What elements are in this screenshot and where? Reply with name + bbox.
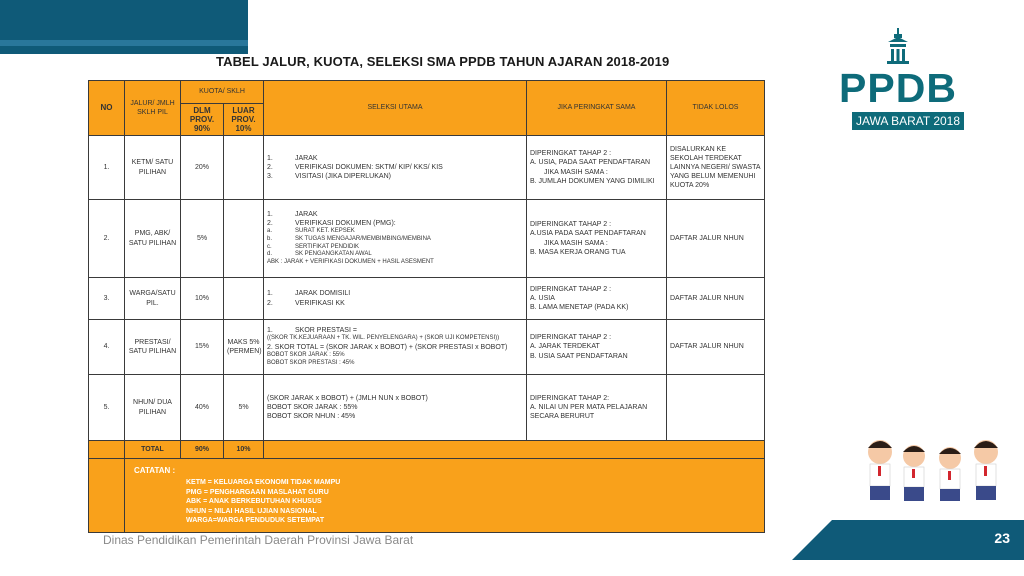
header-no: NO xyxy=(89,81,125,136)
notes-row xyxy=(89,459,765,533)
jika-line: DIPERINGKAT TAHAP 2 : xyxy=(530,285,612,293)
header-jalur: JALUR/ JMLH SKLH PIL xyxy=(125,81,181,136)
jika-line: B. JUMLAH DOKUMEN YANG DIMILIKI xyxy=(530,177,655,185)
header-tidak-lolos: TIDAK LOLOS xyxy=(667,81,765,136)
item-num: b. xyxy=(267,235,273,242)
item-text: SERTIFIKAT PENDIDIK xyxy=(295,243,360,250)
banner-accent xyxy=(0,40,248,46)
total-row xyxy=(89,441,765,459)
notes-title: CATATAN : xyxy=(134,465,176,475)
item-text: VERIFIKASI DOKUMEN: SKTM/ KIP/ KKS/ KIS xyxy=(295,163,443,171)
item-num: 1. xyxy=(267,327,273,335)
jika-line: JIKA MASIH SAMA : xyxy=(544,168,608,176)
item-text: SKOR PRESTASI = xyxy=(295,327,357,335)
row-no: 1. xyxy=(89,136,125,200)
row-luar: MAKS 5% (PERMEN) xyxy=(224,320,264,375)
row-luar xyxy=(224,136,264,200)
total-blank xyxy=(264,441,765,459)
item-text: JARAK DOMISILI xyxy=(295,290,351,298)
row-tidak-lolos: DAFTAR JALUR NHUN xyxy=(667,200,765,278)
header-seleksi: SELEKSI UTAMA xyxy=(264,81,527,136)
row-seleksi xyxy=(264,200,527,278)
item-text: BOBOT SKOR NHUN : 45% xyxy=(267,413,356,421)
notes-item: KETM = KELUARGA EKONOMI TIDAK MAMPU xyxy=(186,479,341,487)
jika-line: A.USIA PADA SAAT PENDAFTARAN xyxy=(530,230,646,238)
item-num: a. xyxy=(267,228,273,235)
tower-icon xyxy=(884,28,912,64)
item-num: 1. xyxy=(267,210,273,218)
row-dlm: 15% xyxy=(181,320,224,375)
notes-cell xyxy=(125,459,765,533)
notes-spacer xyxy=(89,459,125,533)
row-no: 2. xyxy=(89,200,125,278)
item-text: SK PENGANGKATAN AWAL xyxy=(295,251,372,258)
row-tidak-lolos: DAFTAR JALUR NHUN xyxy=(667,278,765,320)
jika-line: DIPERINGKAT TAHAP 2 : xyxy=(530,334,612,342)
item-text: SURAT KET. KEPSEK xyxy=(295,228,355,235)
row-luar xyxy=(224,200,264,278)
students-illustration xyxy=(858,430,1024,510)
page-title: TABEL JALUR, KUOTA, SELEKSI SMA PPDB TAHUN AJARAN 2018-2019 xyxy=(216,54,670,69)
ppdb-table xyxy=(88,80,765,533)
total-spacer xyxy=(89,441,125,459)
logo-text: PPDB xyxy=(839,65,957,111)
row-jalur: NHUN/ DUA PILIHAN xyxy=(125,375,181,441)
row-seleksi xyxy=(264,278,527,320)
total-luar: 10% xyxy=(224,441,264,459)
logo-ribbon: JAWA BARAT 2018 xyxy=(852,112,964,130)
item-text: VERIFIKASI KK xyxy=(295,299,345,307)
row-jalur: PRESTASI/ SATU PILIHAN xyxy=(125,320,181,375)
item-num: d. xyxy=(267,251,273,258)
row-tidak-lolos: DAFTAR JALUR NHUN xyxy=(667,320,765,375)
row-seleksi xyxy=(264,375,527,441)
jika-line: DIPERINGKAT TAHAP 2 : xyxy=(530,221,612,229)
table-row xyxy=(89,278,765,320)
item-text: ABK : JARAK + VERIFIKASI DOKUMEN + HASIL ASESMENT xyxy=(267,259,434,266)
jika-line: JIKA MASIH SAMA : xyxy=(544,239,608,247)
header-jika: JIKA PERINGKAT SAMA xyxy=(527,81,667,136)
item-num: 2. xyxy=(267,299,273,307)
item-num: 2. xyxy=(267,220,273,227)
item-num: 1. xyxy=(267,154,273,162)
row-tidak-lolos xyxy=(667,375,765,441)
row-seleksi xyxy=(264,136,527,200)
header-banner xyxy=(0,0,248,54)
row-dlm: 10% xyxy=(181,278,224,320)
page-number: 23 xyxy=(994,530,1010,546)
item-text: VERIFIKASI DOKUMEN (PMG): xyxy=(295,220,396,227)
header-dlm-prov: DLM PROV. 90% xyxy=(181,104,224,136)
header-luar-prov: LUAR PROV. 10% xyxy=(224,104,264,136)
item-text: VISITASI (JIKA DIPERLUKAN) xyxy=(295,173,391,181)
item-text: SK TUGAS MENGAJAR/MEMBIMBING/MEMBINA xyxy=(295,235,431,242)
item-num: 1. xyxy=(267,290,273,298)
page-bar-angle xyxy=(792,520,832,560)
row-jalur: KETM/ SATU PILIHAN xyxy=(125,136,181,200)
notes-item: ABK = ANAK BERKEBUTUHAN KHUSUS xyxy=(186,498,322,506)
row-luar xyxy=(224,278,264,320)
total-label: TOTAL xyxy=(125,441,181,459)
item-text: JARAK xyxy=(295,210,318,218)
item-num: c. xyxy=(267,243,272,250)
row-jalur: WARGA/SATU PIL. xyxy=(125,278,181,320)
table-row xyxy=(89,200,765,278)
total-dlm: 90% xyxy=(181,441,224,459)
row-tidak-lolos: DISALURKAN KE SEKOLAH TERDEKAT LAINNYA NEGERI/ SWASTA YANG BELUM MEMENUHI KUOTA 20% xyxy=(667,136,765,200)
table-row xyxy=(89,375,765,441)
item-text: ((SKOR TK.KEJUARAAN + TK. WIL. PENYELENGARA) + (SKOR UJI KOMPETENSI)) xyxy=(267,335,500,342)
jika-line: B. LAMA MENETAP (PADA KK) xyxy=(530,304,629,312)
item-num: 3. xyxy=(267,173,273,181)
jika-line: B. MASA KERJA ORANG TUA xyxy=(530,248,626,256)
row-dlm: 40% xyxy=(181,375,224,441)
row-dlm: 5% xyxy=(181,200,224,278)
jika-line: A. USIA xyxy=(530,294,555,302)
jika-line: DIPERINGKAT TAHAP 2 : xyxy=(530,150,612,158)
row-jika xyxy=(527,200,667,278)
jika-line: DIPERINGKAT TAHAP 2: xyxy=(530,394,610,402)
item-text: BOBOT SKOR JARAK : 55% xyxy=(267,352,345,359)
item-text: JARAK xyxy=(295,154,318,162)
footer-text: Dinas Pendidikan Pemerintah Daerah Provinsi Jawa Barat xyxy=(103,533,414,547)
table-row xyxy=(89,320,765,375)
item-text: BOBOT SKOR PRESTASI : 45% xyxy=(267,359,355,366)
jika-line: A. JARAK TERDEKAT xyxy=(530,343,600,351)
row-jalur: PMG, ABK/ SATU PILIHAN xyxy=(125,200,181,278)
item-text: BOBOT SKOR JARAK : 55% xyxy=(267,403,358,411)
row-jika xyxy=(527,136,667,200)
item-text: 2. SKOR TOTAL = (SKOR JARAK x BOBOT) + (SKOR PRESTASI x BOBOT) xyxy=(267,344,508,352)
item-num: 2. xyxy=(267,163,273,171)
row-luar: 5% xyxy=(224,375,264,441)
jika-line: A. USIA, PADA SAAT PENDAFTARAN xyxy=(530,159,651,167)
item-text: (SKOR JARAK x BOBOT) + (JMLH NUN x BOBOT) xyxy=(267,394,428,402)
notes-item: NHUN = NILAI HASIL UJIAN NASIONAL xyxy=(186,507,317,515)
row-jika xyxy=(527,278,667,320)
jika-line: B. USIA SAAT PENDAFTARAN xyxy=(530,352,628,360)
ppdb-logo xyxy=(832,28,964,134)
notes-item: WARGA=WARGA PENDUDUK SETEMPAT xyxy=(186,517,325,525)
row-dlm: 20% xyxy=(181,136,224,200)
header-kuota: KUOTA/ SKLH xyxy=(181,81,264,104)
row-jika xyxy=(527,375,667,441)
row-seleksi xyxy=(264,320,527,375)
row-no: 5. xyxy=(89,375,125,441)
row-jika xyxy=(527,320,667,375)
notes-item: PMG = PENGHARGAAN MASLAHAT GURU xyxy=(186,488,329,496)
row-no: 3. xyxy=(89,278,125,320)
table-row xyxy=(89,136,765,200)
jika-line: A. NILAI UN PER MATA PELAJARAN SECARA BERURUT xyxy=(530,403,648,421)
row-no: 4. xyxy=(89,320,125,375)
